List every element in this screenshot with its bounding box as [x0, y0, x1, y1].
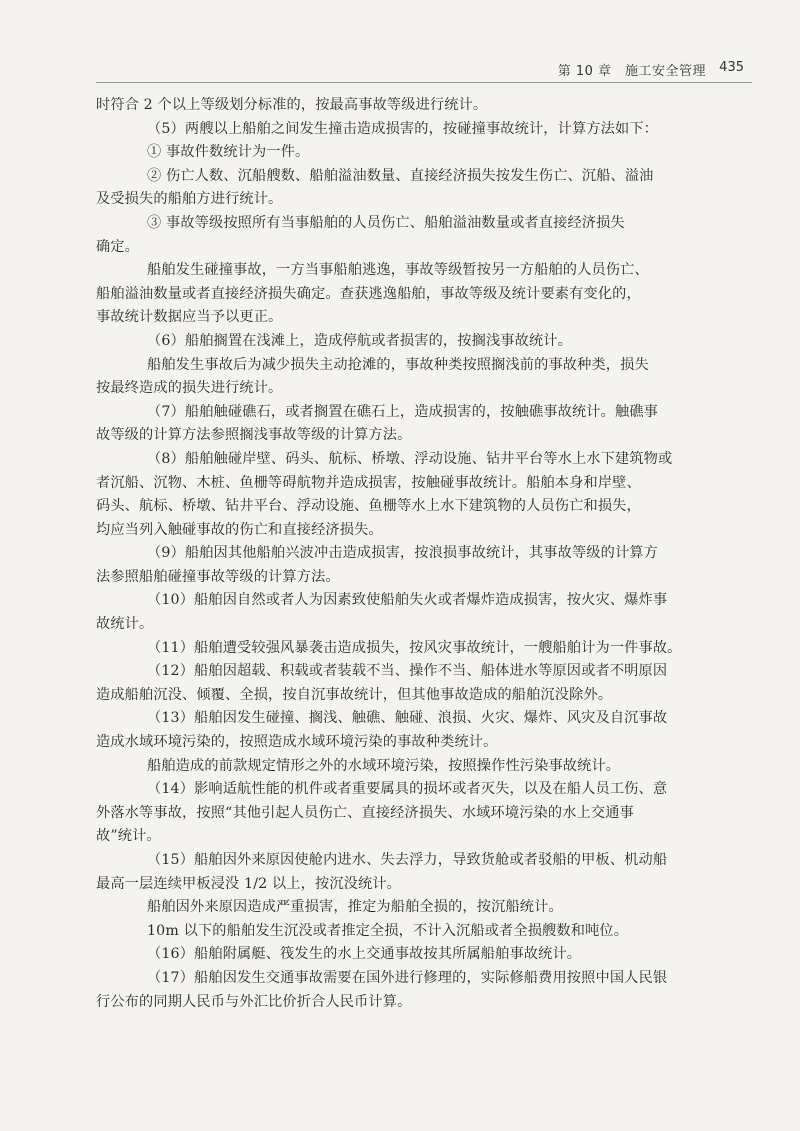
text-line: 船舶因外来原因造成严重损害，推定为船舶全损的，按沉船统计。: [147, 899, 563, 916]
text-line: （14）影响适航性能的机件或者重要属具的损坏或者灭失，以及在船人员工伤、意: [147, 781, 668, 798]
text-line: 法参照船舶碰撞事故等级的计算方法。: [96, 568, 340, 585]
text-line: （10）船舶因自然或者人为因素致使船舶失火或者爆炸造成损害，按火灾、爆炸事: [147, 592, 668, 609]
text-line: 确定。: [96, 238, 140, 255]
text-line: ③ 事故等级按照所有当事船舶的人员伤亡、船舶溢油数量或者直接经济损失: [147, 214, 625, 231]
text-line: （12）船舶因超载、积载或者装载不当、操作不当、船体进水等原因或者不明原因: [147, 663, 668, 680]
text-line: （11）船舶遭受较强风暴袭击造成损失，按风灾事故统计，一艘船舶计为一件事故。: [147, 639, 682, 656]
running-header: [0, 60, 800, 82]
text-line: 码头、航标、桥墩、钻井平台、浮动设施、鱼栅等水上水下建筑物的人员伤亡和损失，: [96, 498, 641, 515]
text-line: （16）船舶附属艇、筏发生的水上交通事故按其所属船舶事故统计。: [147, 946, 582, 963]
text-line: （7）船舶触碰礁石，或者搁置在礁石上，造成损害的，按触礁事故统计。触礁事: [147, 403, 658, 420]
header-divider: [96, 82, 752, 83]
text-line: 故统计。: [96, 616, 154, 633]
text-line: 按最终造成的损失进行统计。: [96, 380, 283, 397]
text-line: 外落水等事故，按照“其他引起人员伤亡、直接经济损失、水域环境污染的水上交通事: [96, 804, 634, 821]
text-line: ② 伤亡人数、沉船艘数、船舶溢油数量、直接经济损失按发生伤亡、沉船、溢油: [147, 167, 654, 184]
text-line: 造成水域环境污染的，按照造成水域环境污染的事故种类统计。: [96, 734, 498, 751]
text-line: （17）船舶因发生交通事故需要在国外进行修理的，实际修船费用按照中国人民银: [147, 969, 668, 986]
text-line: 最高一层连续甲板浸没 1/2 以上，按沉没统计。: [96, 875, 402, 892]
text-line: 船舶溢油数量或者直接经济损失确定。查获逃逸船舶，事故等级及统计要素有变化的，: [96, 285, 641, 302]
text-line: （5）两艘以上船舶之间发生撞击造成损害的，按碰撞事故统计，计算方法如下：: [147, 120, 658, 137]
body-text: [96, 94, 724, 1014]
text-line: 10m 以下的船舶发生沉没或者推定全损，不计入沉船或者全损艘数和吨位。: [147, 922, 629, 939]
text-line: （15）船舶因外来原因使舱内进水、失去浮力，导致货舱或者驳船的甲板、机动船: [147, 852, 668, 868]
text-line: （13）船舶因发生碰撞、搁浅、触礁、触碰、浪损、火灾、爆炸、风灾及自沉事故: [147, 710, 668, 727]
page-number: 435: [719, 60, 744, 75]
text-line: 事故统计数据应当予以更正。: [96, 309, 283, 326]
text-line: 行公布的同期人民币与外汇比价折合人民币计算。: [96, 993, 412, 1010]
text-line: 船舶发生碰撞事故，一方当事船舶逃逸，事故等级暂按另一方船舶的人员伤亡、: [147, 262, 649, 279]
text-line: 故”统计。: [96, 828, 161, 845]
text-line: （8）船舶触碰岸壁、码头、航标、桥墩、浮动设施、钻井平台等水上水下建筑物或: [147, 450, 673, 467]
text-line: （9）船舶因其他船舶兴波冲击造成损害，按浪损事故统计，其事故等级的计算方: [147, 545, 658, 562]
text-line: 船舶造成的前款规定情形之外的水域环境污染，按照操作性污染事故统计。: [147, 757, 621, 774]
text-line: 故等级的计算方法参照搁浅事故等级的计算方法。: [96, 427, 412, 444]
text-line: 者沉船、沉物、木桩、鱼栅等碍航物并造成损害，按触碰事故统计。船舶本身和岸壁、: [96, 474, 641, 491]
text-line: 造成船舶沉没、倾覆、全损，按自沉事故统计，但其他事故造成的船舶沉没除外。: [96, 686, 613, 703]
text-line: 船舶发生事故后为减少损失主动抢滩的，事故种类按照搁浅前的事故种类，损失: [147, 356, 649, 373]
chapter-title: 第 10 章 施工安全管理: [557, 64, 706, 79]
text-line: 时符合 2 个以上等级划分标准的，按最高事故等级进行统计。: [96, 97, 488, 113]
text-line: 均应当列入触碰事故的伤亡和直接经济损失。: [96, 521, 383, 538]
text-line: 及受损失的船舶方进行统计。: [96, 191, 283, 208]
text-line: （6）船舶搁置在浅滩上，造成停航或者损害的，按搁浅事故统计。: [147, 332, 572, 349]
text-line: ① 事故件数统计为一件。: [147, 144, 310, 161]
